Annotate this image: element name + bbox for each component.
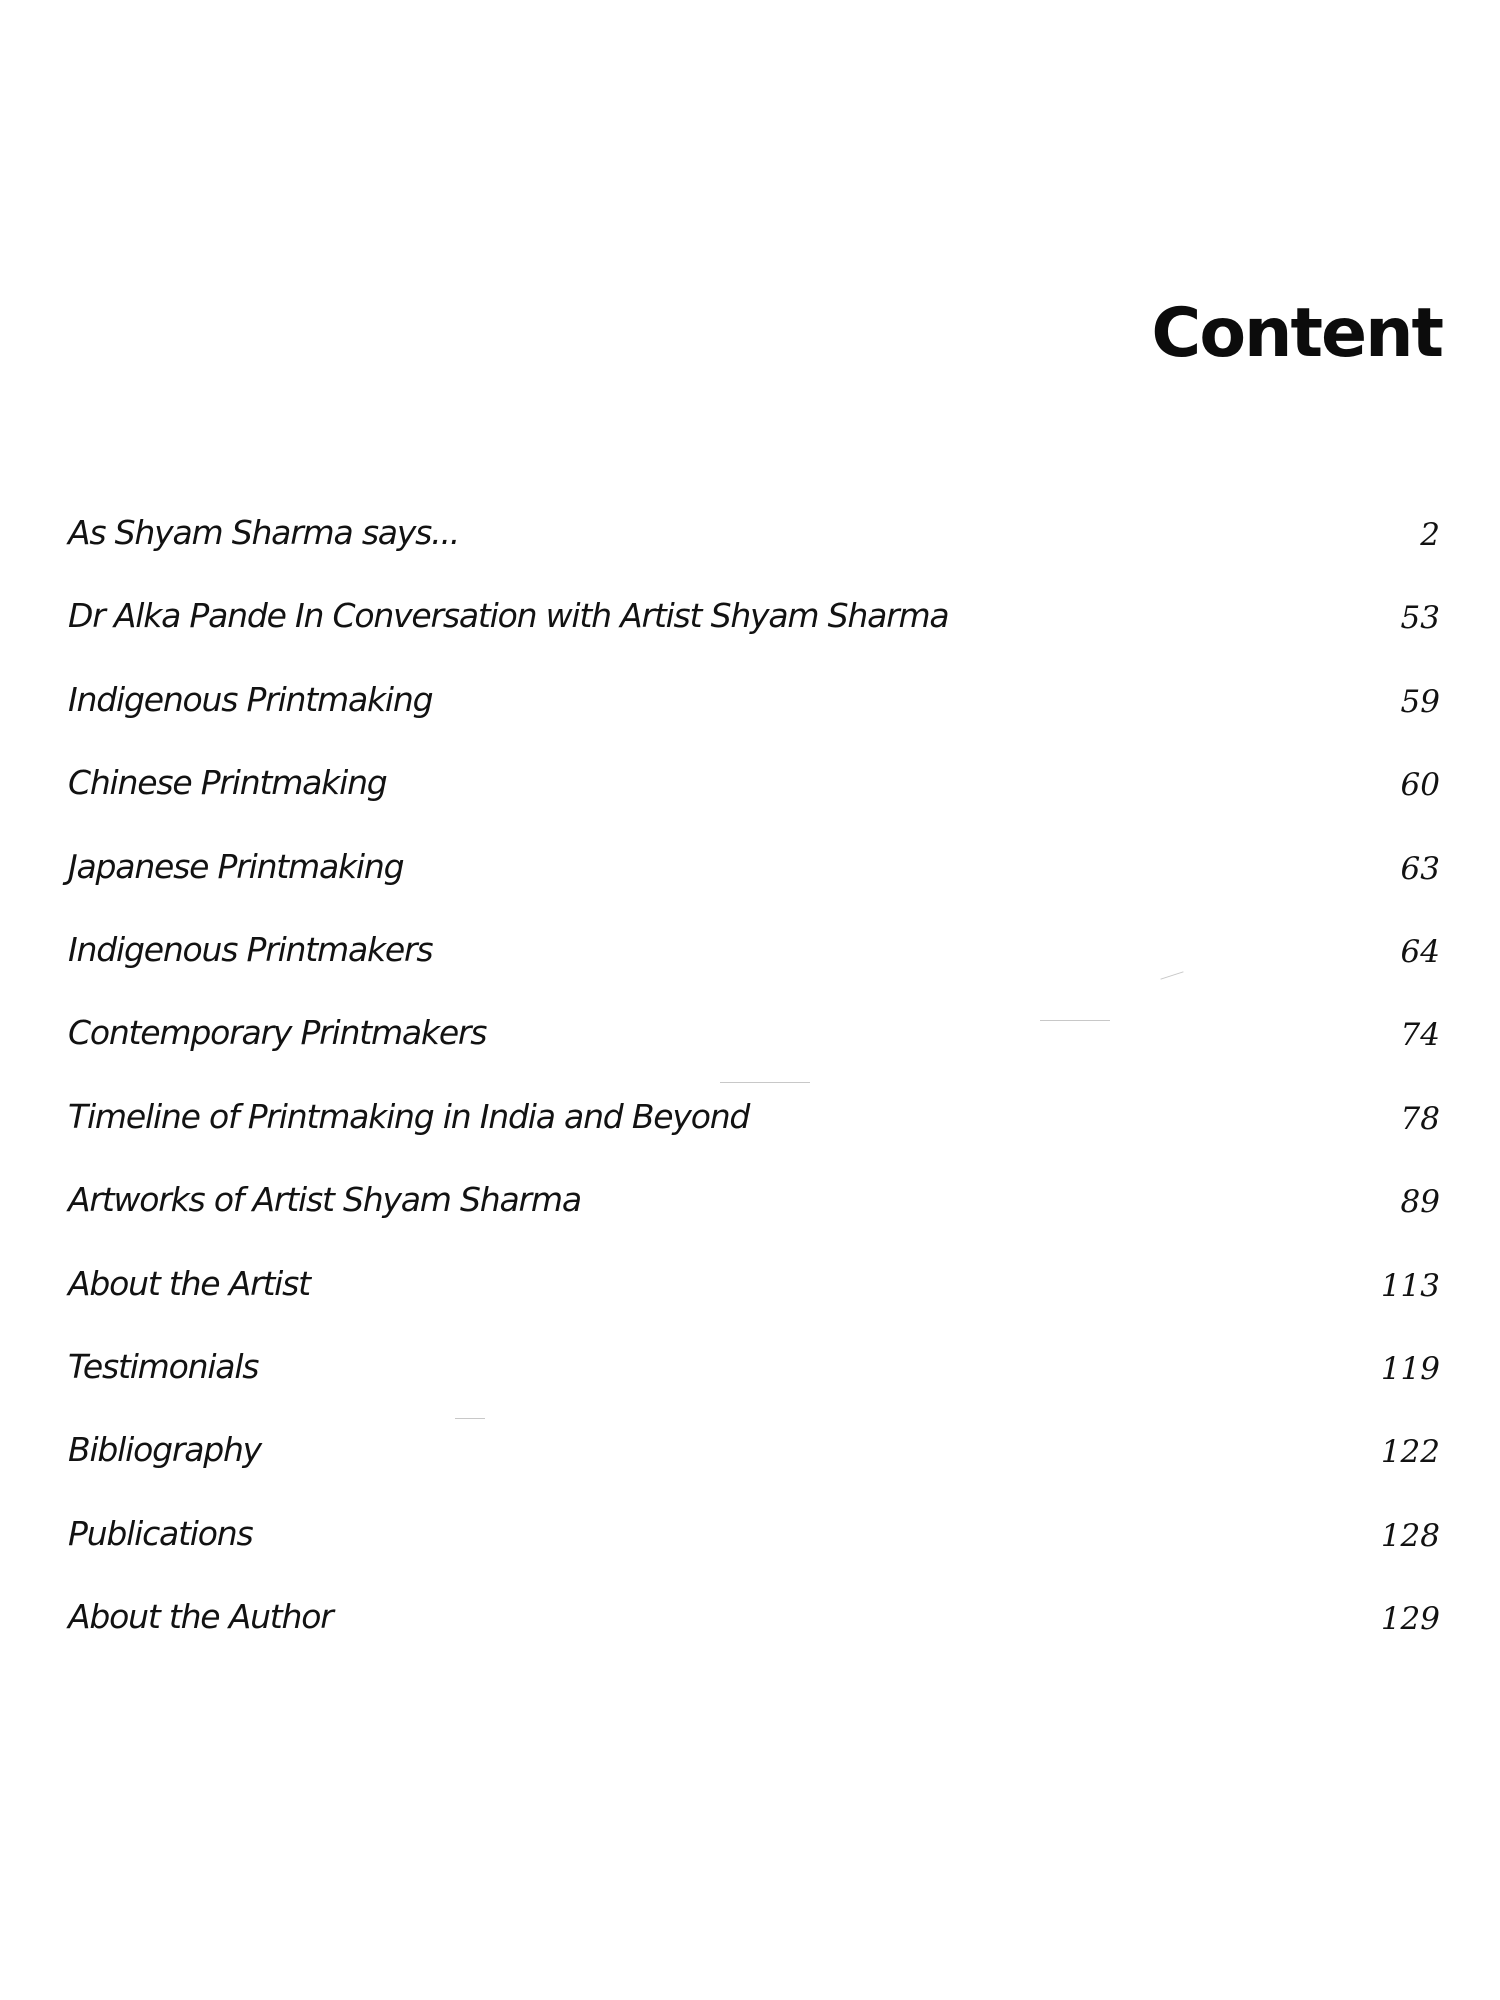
toc-entry	[68, 1256, 1440, 1339]
toc-entry-page-number: 2	[1420, 517, 1440, 553]
toc-entry-title: Indigenous Printmaking	[68, 679, 433, 719]
toc-entry-page-number: 113	[1380, 1267, 1440, 1304]
toc-entry-title: About the Artist	[68, 1263, 310, 1303]
toc-entry	[68, 588, 1440, 671]
toc-entry-page-number: 74	[1400, 1017, 1440, 1054]
toc-entry-title: Artworks of Artist Shyam Sharma	[68, 1180, 581, 1220]
toc-entry-page-number: 119	[1380, 1350, 1440, 1387]
table-of-contents	[68, 505, 1440, 1672]
toc-entry-page-number: 53	[1400, 600, 1440, 637]
toc-entry	[68, 505, 1440, 588]
scan-speck	[455, 1418, 485, 1419]
toc-entry-page-number: 89	[1400, 1184, 1440, 1221]
page-title: Content	[1151, 294, 1442, 373]
toc-entry-title: About the Author	[68, 1597, 333, 1637]
toc-entry-page-number: 122	[1380, 1434, 1440, 1471]
toc-entry	[68, 1506, 1440, 1589]
toc-entry-title: Contemporary Printmakers	[68, 1013, 487, 1053]
toc-entry	[68, 672, 1440, 755]
toc-entry	[68, 1005, 1440, 1088]
toc-entry-page-number: 78	[1400, 1100, 1440, 1137]
toc-entry	[68, 1589, 1440, 1672]
toc-entry-title: Dr Alka Pande In Conversation with Artist Shyam Sharma	[68, 596, 949, 636]
toc-entry	[68, 1089, 1440, 1172]
toc-entry-page-number: 60	[1400, 767, 1440, 804]
toc-entry-title: Indigenous Printmakers	[68, 929, 433, 969]
toc-entry-page-number: 63	[1400, 850, 1440, 887]
toc-entry-page-number: 128	[1380, 1517, 1440, 1554]
scan-speck	[720, 1082, 810, 1083]
toc-entry-title: Testimonials	[68, 1346, 259, 1386]
toc-entry	[68, 755, 1440, 838]
toc-entry-page-number: 64	[1400, 933, 1440, 970]
toc-entry-title: As Shyam Sharma says...	[68, 513, 460, 552]
toc-entry	[68, 839, 1440, 922]
toc-entry-title: Bibliography	[68, 1430, 262, 1470]
toc-entry-title: Publications	[68, 1513, 253, 1553]
toc-entry	[68, 1339, 1440, 1422]
toc-entry-title: Japanese Printmaking	[68, 846, 404, 886]
toc-entry	[68, 1172, 1440, 1255]
toc-entry-page-number: 59	[1400, 683, 1440, 720]
toc-entry	[68, 922, 1440, 1005]
toc-entry-title: Chinese Printmaking	[68, 763, 387, 803]
scan-speck	[1040, 1020, 1110, 1021]
toc-entry-page-number: 129	[1380, 1601, 1440, 1638]
toc-entry	[68, 1422, 1440, 1505]
toc-entry-title: Timeline of Printmaking in India and Beyond	[68, 1096, 750, 1136]
